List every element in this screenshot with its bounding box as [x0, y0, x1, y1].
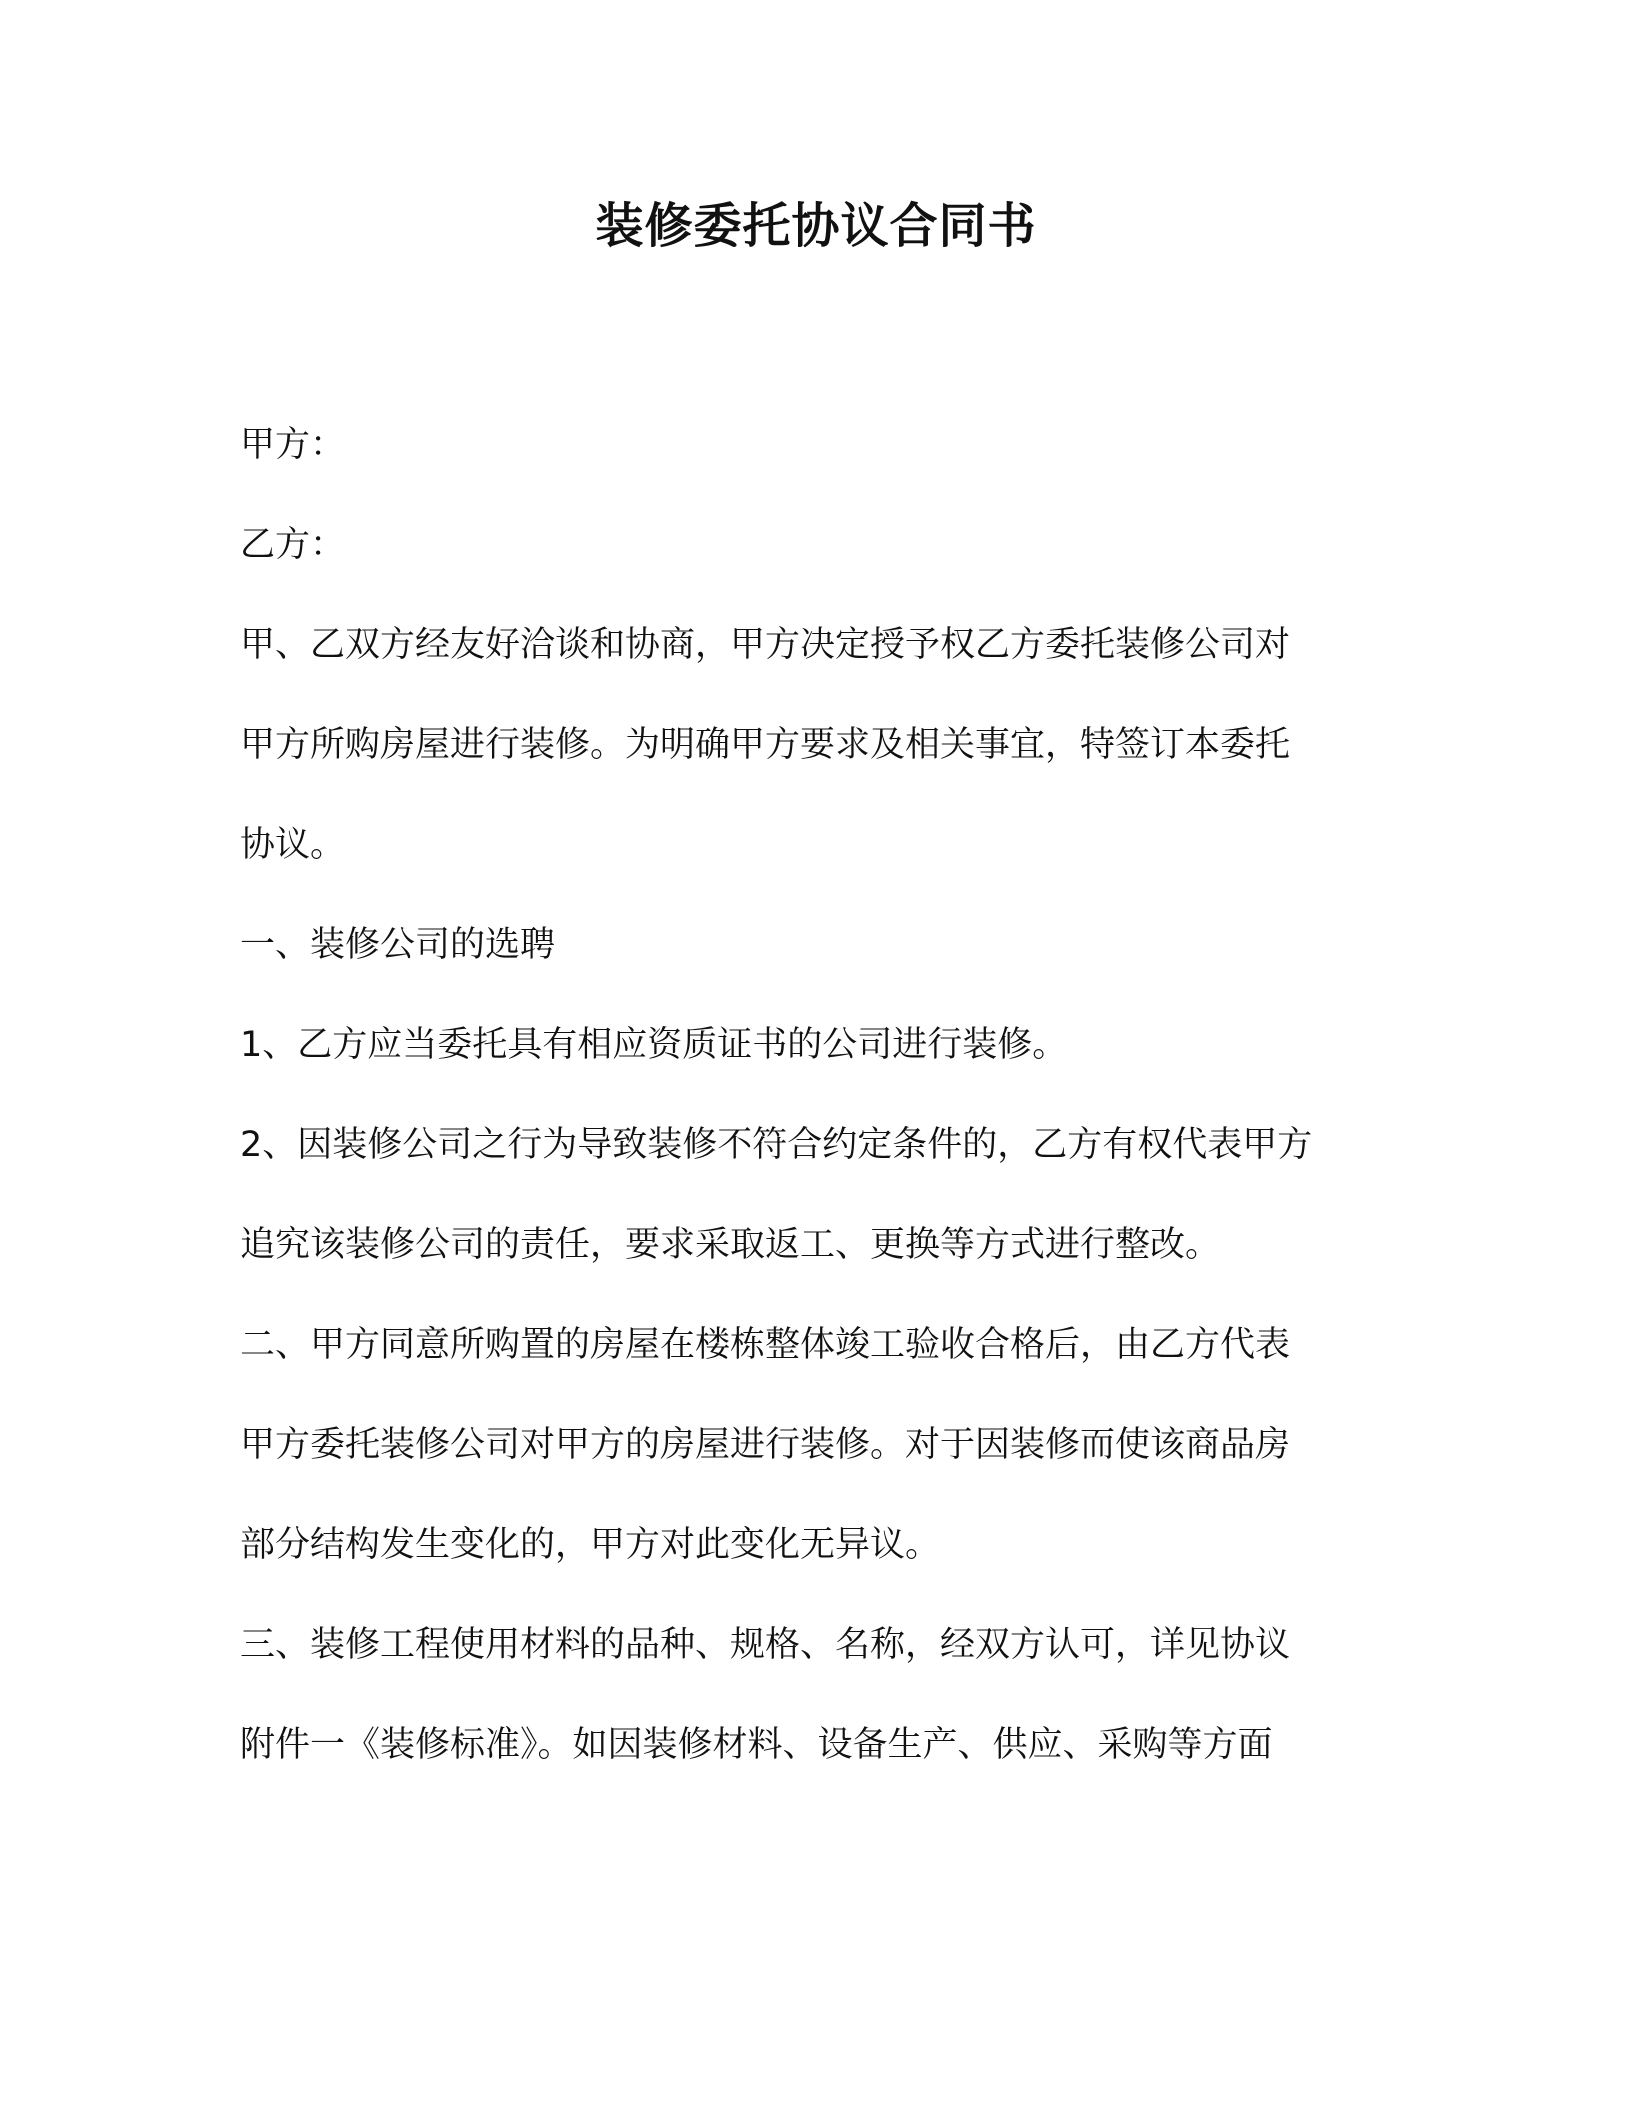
clause-line: 1、乙方应当委托具有相应资质证书的公司进行装修。	[240, 1025, 1068, 1065]
document-title: 装修委托协议合同书	[595, 198, 1037, 254]
paragraph-line: 甲、乙双方经友好洽谈和协商，甲方决定授予权乙方委托装修公司对	[240, 625, 1291, 665]
paragraph-line: 甲方所购房屋进行装修。为明确甲方要求及相关事宜，特签订本委托	[240, 725, 1291, 765]
section-line: 部分结构发生变化的，甲方对此变化无异议。	[240, 1525, 941, 1565]
section-line: 三、装修工程使用材料的品种、规格、名称，经双方认可，详见协议	[240, 1625, 1291, 1665]
clause-line: 追究该装修公司的责任，要求采取返工、更换等方式进行整改。	[240, 1225, 1221, 1265]
party-b-line: 乙方：	[240, 525, 346, 565]
section-line: 二、甲方同意所购置的房屋在楼栋整体竣工验收合格后，由乙方代表	[240, 1325, 1291, 1365]
section-line: 甲方委托装修公司对甲方的房屋进行装修。对于因装修而使该商品房	[240, 1425, 1291, 1465]
party-a-line: 甲方：	[240, 425, 346, 465]
paragraph-line: 协议。	[240, 825, 346, 865]
clause-line: 2、因装修公司之行为导致装修不符合约定条件的，乙方有权代表甲方	[240, 1125, 1313, 1165]
section-line: 附件一《装修标准》。如因装修材料、设备生产、供应、采购等方面	[240, 1725, 1273, 1765]
section-heading: 一、装修公司的选聘	[240, 925, 556, 965]
